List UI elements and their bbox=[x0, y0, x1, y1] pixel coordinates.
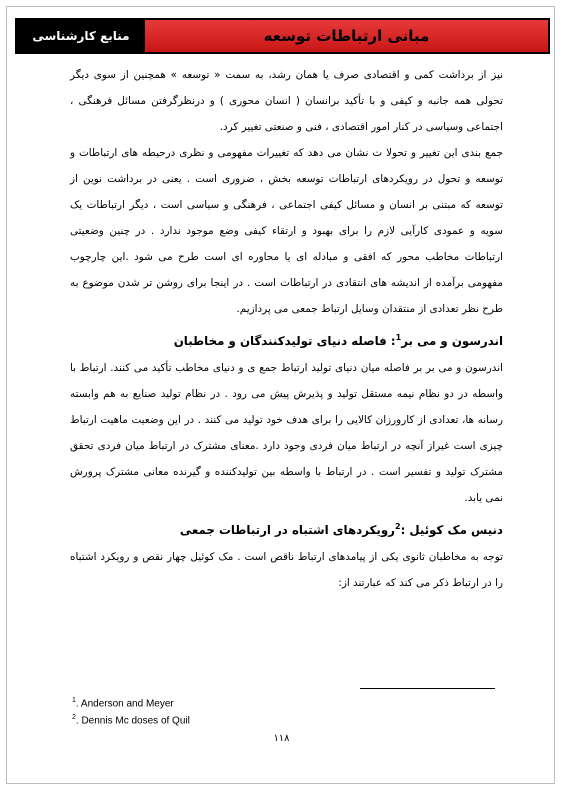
heading-2-rest: رویکردهای اشتباه در ارتباطات جمعی bbox=[179, 522, 395, 537]
paragraph-1: نیز از برداشت کمی و اقتصادی صرف یا همان رشد، به سمت « توسعه » همچنین از سوی دیگر تحولی همه جانبه و کیفی و با تأکید برانسان ( انسان محوری ) و درنظرگرفتن مسائل فرهنگی ، اجتماعی وسیاسی در کنار امور اقتصادی ، فنی و صنعتی تغییر کرد. bbox=[70, 69, 503, 133]
footnote-2-number: 2 bbox=[72, 714, 76, 722]
header-title-box bbox=[145, 20, 548, 52]
page-number: ۱۱۸ bbox=[273, 733, 290, 744]
paragraph-2: جمع بندی این تغییر و تحولا ت نشان می دهد که تغییرات مفهومی و نظری درحیطه های ارتباطات و توسعه و تحول در رویکردهای ارتباطات توسعه بخش ، ضروری است . یعنی در برداشت نوین از توسعه که مبتنی بر انسان و مسائل کیفی اجتماعی ، فرهنگی و سیاسی است ، دیگر ارتباطات یک سویه و عمودی کارآیی لازم را برای بهبود و ارتقاء کیفی وضع موجود ندارد . در چنین وضعیتی ارتباطات مخاطب محور که افقی و مبادله ای یا محاوره ای است طرح می شود .این چارچوب مفهومی برآمده از اندیشه های انتقادی در ارتباطات است . در اینجا برای روشن تر شدن موضوع به طرح نظر تعدادی از منتقدان وسایل ارتباط جمعی می پردازیم. bbox=[70, 147, 503, 315]
footnote-divider bbox=[360, 688, 495, 689]
header-title: مبانی ارتباطات توسعه bbox=[263, 27, 430, 45]
footnote-2-text: . Dennis Mc doses of Quil bbox=[75, 715, 190, 727]
page-header bbox=[15, 18, 550, 54]
footnotes bbox=[72, 694, 190, 729]
paragraph-4: توجه به مخاطبان ثانوی یکی از پیامدهای ارتباط ناقص است . مک کوئیل چهار نقص و رویکرد اشتباه را در ارتباط ذکر می کند که عبارتند از: bbox=[70, 550, 503, 589]
main-content bbox=[70, 62, 503, 596]
header-source-box bbox=[17, 20, 145, 52]
header-source: منابع کارشناسی bbox=[32, 29, 130, 43]
heading-2-footnote-ref[interactable]: 2 bbox=[394, 521, 401, 531]
footnote-2 bbox=[72, 711, 190, 728]
footnote-1 bbox=[72, 694, 190, 711]
paragraph-3: اندرسون و می بر بر فاصله میان دنیای تولید ارتباط جمع ی و دنیای مخاطب تأکید می کنند. ارتباط با واسطه در دو نظام نیمه مستقل تولید و پذیرش پیش می رود . در نظام تولید صنایع به هم وابسته رسانه ها، تعدادی از کارورزان کالایی را برای هدف خود تولید می کنند . در این وضعیت ماهیت ارتباط چیزی است غیراز آنچه در ارتباط میان فردی وجود دارد .معنای مشترک در ارتباط میان فردی تحقق مشترک تولید و تفسیر است . در ارتباط با واسطه بین تولیدکننده و گیرنده معانی مشترک پرورش نمی یابد. bbox=[70, 361, 503, 504]
footnote-1-text: . Anderson and Meyer bbox=[75, 698, 174, 710]
heading-2-text: دنیس مک کوئیل : bbox=[400, 522, 503, 537]
footnote-1-number: 1 bbox=[72, 697, 76, 704]
heading-1-footnote-ref[interactable]: 1 bbox=[395, 333, 402, 342]
section-heading-mcquail bbox=[70, 515, 503, 542]
heading-1-rest: : فاصله دنیای تولیدکنندگان و مخاطبان bbox=[173, 333, 396, 348]
heading-1-text: اندرسون و می بر bbox=[401, 333, 503, 348]
section-heading-anderson bbox=[70, 326, 503, 353]
